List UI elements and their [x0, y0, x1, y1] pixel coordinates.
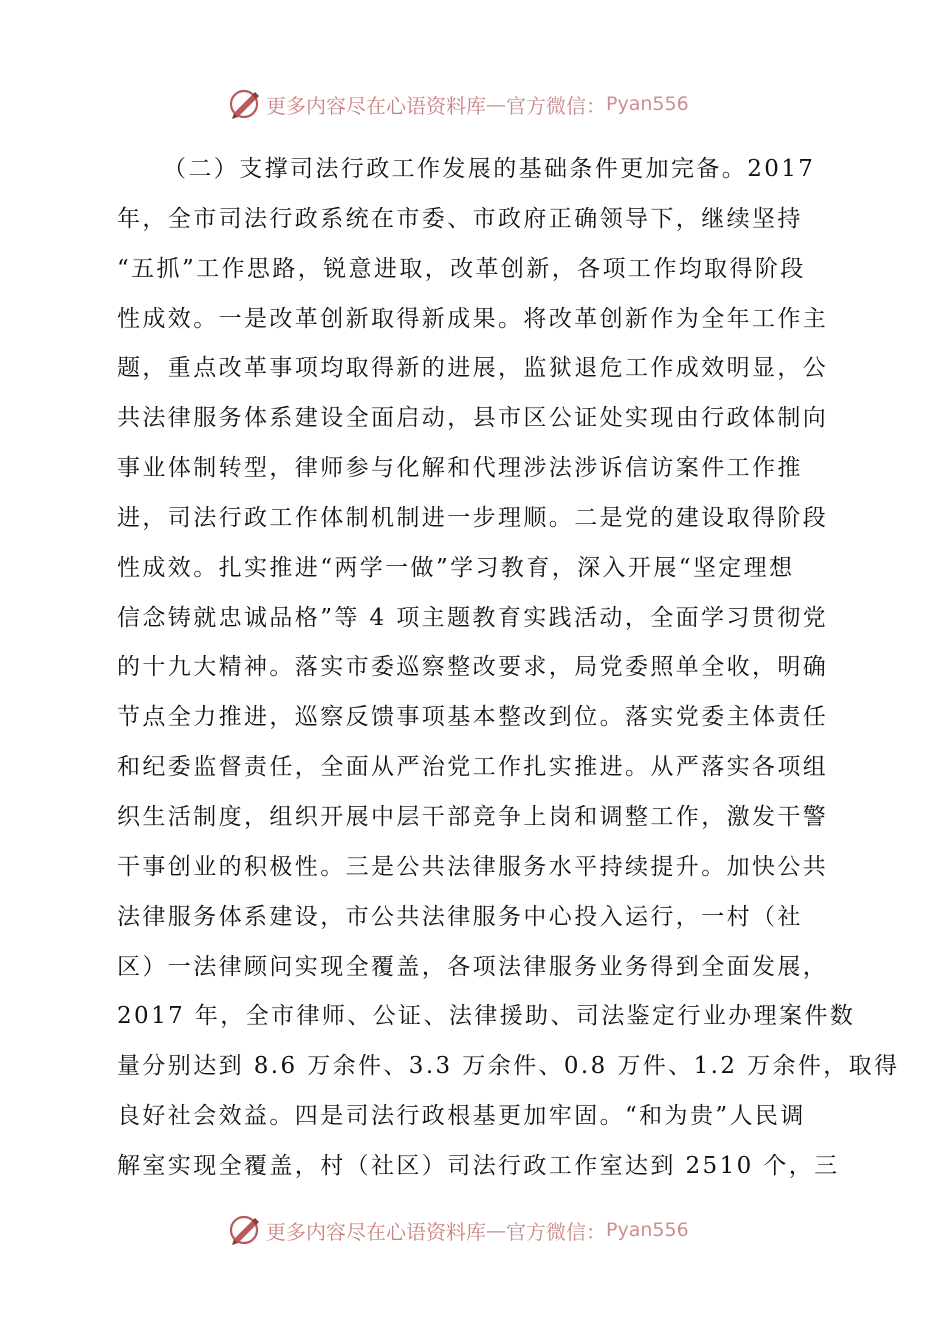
text-line: 事业体制转型，律师参与化解和代理涉法涉诉信访案件工作推 — [117, 455, 803, 482]
text-line: 进，司法行政工作体制机制进一步理顺。二是党的建设取得阶段 — [117, 504, 829, 531]
watermark-account-label: 官方微信： — [506, 93, 606, 118]
text-line: 2017 年，全市律师、公证、法律援助、司法鉴定行业办理案件数 — [117, 1003, 856, 1030]
document-body — [117, 145, 900, 1192]
text-line: 良好社会效益。四是司法行政根基更加牢固。“和为贵”人民调 — [117, 1103, 806, 1130]
watermark-dash: — — [486, 1218, 506, 1242]
text-line: 年，全市司法行政系统在市委、市政府正确领导下，继续坚持 — [117, 205, 803, 232]
text-line: （二）支撑司法行政工作发展的基础条件更加完备。2017 — [163, 156, 816, 182]
text-line: 法律服务体系建设，市公共法律服务中心投入运行，一村（社 — [117, 903, 803, 930]
watermark-footer — [228, 1212, 689, 1248]
text-line: 性成效。一是改革创新取得新成果。将改革创新作为全年工作主 — [117, 305, 829, 332]
text-line: 和纪委监督责任，全面从严治党工作扎实推进。从严落实各项组 — [117, 754, 829, 781]
watermark-dash: — — [486, 92, 506, 116]
pen-logo-icon — [228, 87, 262, 121]
text-line: 的十九大精神。落实市委巡察整改要求，局党委照单全收，明确 — [117, 654, 829, 681]
text-line: 解室实现全覆盖，村（社区）司法行政工作室达到 2510 个，三 — [117, 1152, 840, 1179]
watermark-brand: 更多内容尽在心语资料库 — [266, 93, 486, 118]
text-line: 量分别达到 8.6 万余件、3.3 万余件、0.8 万件、1.2 万余件，取得 — [117, 1053, 900, 1080]
text-line: 题，重点改革事项均取得新的进展，监狱退危工作成效明显，公 — [117, 355, 829, 382]
watermark-brand: 更多内容尽在心语资料库 — [266, 1219, 486, 1244]
text-line: 信念铸就忠诚品格”等 4 项主题教育实践活动，全面学习贯彻党 — [117, 604, 829, 631]
text-line: 共法律服务体系建设全面启动，县市区公证处实现由行政体制向 — [117, 405, 829, 432]
watermark-handle: Pyan556 — [606, 93, 689, 115]
watermark-handle: Pyan556 — [606, 1219, 689, 1241]
text-line: 干事创业的积极性。三是公共法律服务水平持续提升。加快公共 — [117, 853, 829, 880]
text-line: 区）一法律顾问实现全覆盖，各项法律服务业务得到全面发展， — [117, 953, 829, 980]
text-line: 性成效。扎实推进“两学一做”学习教育，深入开展“坚定理想 — [117, 554, 795, 581]
watermark-account-label: 官方微信： — [506, 1219, 606, 1244]
pen-logo-icon — [228, 1213, 262, 1247]
text-line: 织生活制度，组织开展中层干部竞争上岗和调整工作，激发干警 — [117, 803, 829, 830]
text-line: 节点全力推进，巡察反馈事项基本整改到位。落实党委主体责任 — [117, 704, 829, 731]
text-line: “五抓”工作思路，锐意进取，改革创新，各项工作均取得阶段 — [117, 255, 806, 282]
watermark-header — [228, 86, 689, 122]
